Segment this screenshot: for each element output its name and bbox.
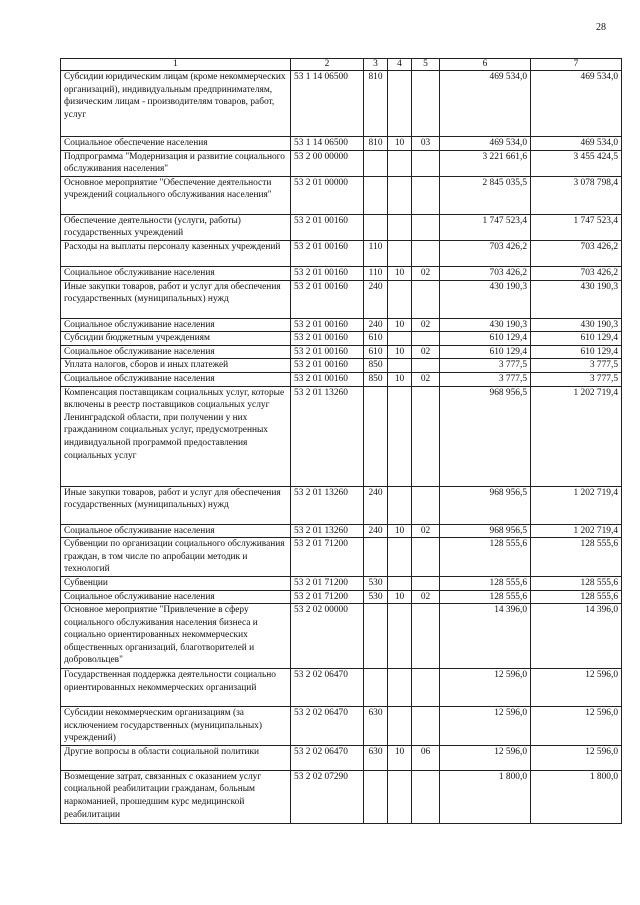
- cell-v7: 610 129,4: [531, 332, 622, 346]
- column-header: 4: [388, 59, 412, 71]
- cell-c5: [412, 332, 440, 346]
- cell-c3: [364, 604, 388, 669]
- table-row: [61, 707, 622, 746]
- table-row: [61, 386, 622, 486]
- cell-c5: [412, 770, 440, 823]
- cell-name: Возмещение затрат, связанных с оказанием услуг социальной реабилитации гражданам, больным наркоманией, прошедшим курс медицинской реабилитации: [61, 770, 291, 823]
- cell-c4: [388, 240, 412, 266]
- cell-c4: [388, 386, 412, 486]
- cell-c3: 810: [364, 71, 388, 137]
- cell-v6: 968 956,5: [440, 524, 531, 538]
- table-row: [61, 604, 622, 669]
- cell-code: 53 2 02 00000: [291, 604, 364, 669]
- cell-v6: 703 426,2: [440, 240, 531, 266]
- cell-v6: 12 596,0: [440, 745, 531, 770]
- cell-name: Социальное обслуживание населения: [61, 266, 291, 280]
- cell-c3: 240: [364, 280, 388, 318]
- cell-code: 53 2 01 13260: [291, 386, 364, 486]
- cell-c5: [412, 576, 440, 590]
- cell-code: 53 1 14 06500: [291, 71, 364, 137]
- cell-code: 53 2 02 06470: [291, 707, 364, 746]
- cell-code: 53 2 01 00160: [291, 345, 364, 359]
- cell-v6: 469 534,0: [440, 71, 531, 137]
- table-row: [61, 590, 622, 604]
- cell-c5: 02: [412, 266, 440, 280]
- cell-code: 53 2 01 13260: [291, 524, 364, 538]
- cell-c3: [364, 538, 388, 577]
- cell-code: 53 2 01 71200: [291, 538, 364, 577]
- table-row: [61, 318, 622, 332]
- cell-v7: 12 596,0: [531, 745, 622, 770]
- cell-v7: 1 202 719,4: [531, 386, 622, 486]
- cell-code: 53 2 01 00160: [291, 214, 364, 240]
- cell-v7: 610 129,4: [531, 345, 622, 359]
- budget-table: [60, 58, 622, 824]
- cell-v6: 968 956,5: [440, 486, 531, 524]
- cell-name: Подпрограмма "Модернизация и развитие социального обслуживания населения": [61, 150, 291, 176]
- cell-c3: [364, 386, 388, 486]
- cell-c4: 10: [388, 590, 412, 604]
- cell-c4: [388, 707, 412, 746]
- cell-name: Социальное обслуживание населения: [61, 590, 291, 604]
- cell-c3: 530: [364, 576, 388, 590]
- cell-c4: [388, 669, 412, 707]
- cell-v7: 14 396,0: [531, 604, 622, 669]
- cell-c3: 850: [364, 372, 388, 386]
- cell-v6: 128 555,6: [440, 538, 531, 577]
- cell-v6: 430 190,3: [440, 318, 531, 332]
- table-row: [61, 576, 622, 590]
- cell-c5: 02: [412, 372, 440, 386]
- cell-c5: 06: [412, 745, 440, 770]
- table-row: [61, 359, 622, 373]
- table-row: [61, 71, 622, 137]
- cell-v7: 3 777,5: [531, 359, 622, 373]
- cell-c3: [364, 214, 388, 240]
- cell-c5: 03: [412, 137, 440, 151]
- cell-code: 53 2 01 00000: [291, 176, 364, 214]
- cell-v6: 1 800,0: [440, 770, 531, 823]
- cell-c5: [412, 359, 440, 373]
- cell-code: 53 2 01 00160: [291, 240, 364, 266]
- cell-c4: [388, 214, 412, 240]
- cell-name: Уплата налогов, сборов и иных платежей: [61, 359, 291, 373]
- cell-code: 53 2 02 06470: [291, 745, 364, 770]
- cell-c3: 610: [364, 332, 388, 346]
- cell-v6: 430 190,3: [440, 280, 531, 318]
- cell-code: 53 2 01 00160: [291, 318, 364, 332]
- table-row: [61, 524, 622, 538]
- cell-c3: 110: [364, 240, 388, 266]
- cell-v7: 3 455 424,5: [531, 150, 622, 176]
- cell-c4: [388, 359, 412, 373]
- cell-name: Расходы на выплаты персоналу казенных учреждений: [61, 240, 291, 266]
- table-row: [61, 214, 622, 240]
- cell-name: Государственная поддержка деятельности социально ориентированных некоммерческих организаций: [61, 669, 291, 707]
- table-row: [61, 372, 622, 386]
- cell-code: 53 2 01 00160: [291, 266, 364, 280]
- cell-v7: 128 555,6: [531, 576, 622, 590]
- cell-code: 53 2 01 00160: [291, 280, 364, 318]
- cell-v7: 128 555,6: [531, 538, 622, 577]
- cell-v6: 2 845 035,5: [440, 176, 531, 214]
- cell-c5: [412, 240, 440, 266]
- column-header: 2: [291, 59, 364, 71]
- cell-v6: 469 534,0: [440, 137, 531, 151]
- table-row: [61, 770, 622, 823]
- cell-v7: 430 190,3: [531, 318, 622, 332]
- cell-v6: 12 596,0: [440, 669, 531, 707]
- table-row: [61, 240, 622, 266]
- cell-c5: [412, 150, 440, 176]
- cell-v6: 14 396,0: [440, 604, 531, 669]
- cell-c3: [364, 770, 388, 823]
- cell-v7: 703 426,2: [531, 240, 622, 266]
- cell-v6: 703 426,2: [440, 266, 531, 280]
- cell-c4: 10: [388, 266, 412, 280]
- cell-v6: 128 555,6: [440, 590, 531, 604]
- cell-c5: [412, 176, 440, 214]
- cell-v6: 3 777,5: [440, 372, 531, 386]
- table-row: [61, 137, 622, 151]
- cell-c4: [388, 538, 412, 577]
- cell-c4: [388, 576, 412, 590]
- cell-c3: [364, 176, 388, 214]
- cell-c4: 10: [388, 372, 412, 386]
- cell-v6: 1 747 523,4: [440, 214, 531, 240]
- table-body: [61, 71, 622, 824]
- cell-c4: [388, 280, 412, 318]
- cell-v7: 3 078 798,4: [531, 176, 622, 214]
- table-row: [61, 538, 622, 577]
- table-row: [61, 280, 622, 318]
- cell-c3: [364, 669, 388, 707]
- cell-c3: 630: [364, 745, 388, 770]
- cell-v7: 3 777,5: [531, 372, 622, 386]
- cell-name: Компенсация поставщикам социальных услуг, которые включены в реестр поставщиков социальных услуг Ленинградской области, при получении у них гражданином социальных услуг, предусмотренных индивидуальной программой предоставления социальных услуг: [61, 386, 291, 486]
- cell-code: 53 2 01 00160: [291, 332, 364, 346]
- cell-c5: [412, 707, 440, 746]
- cell-v7: 12 596,0: [531, 669, 622, 707]
- cell-name: Иные закупки товаров, работ и услуг для обеспечения государственных (муниципальных) нужд: [61, 280, 291, 318]
- table-row: [61, 150, 622, 176]
- cell-name: Субсидии некоммерческим организациям (за исключением государственных (муниципальных) учреждений): [61, 707, 291, 746]
- cell-c5: [412, 538, 440, 577]
- cell-c3: 240: [364, 486, 388, 524]
- table-row: [61, 745, 622, 770]
- table-row: [61, 486, 622, 524]
- cell-c4: [388, 486, 412, 524]
- cell-v7: 1 202 719,4: [531, 486, 622, 524]
- cell-c5: 02: [412, 345, 440, 359]
- cell-c5: [412, 669, 440, 707]
- cell-code: 53 2 01 71200: [291, 590, 364, 604]
- cell-c4: [388, 604, 412, 669]
- cell-c3: 810: [364, 137, 388, 151]
- table-row: [61, 332, 622, 346]
- cell-code: 53 2 01 71200: [291, 576, 364, 590]
- cell-c4: [388, 332, 412, 346]
- cell-code: 53 2 01 00160: [291, 359, 364, 373]
- cell-c4: [388, 176, 412, 214]
- column-header: 1: [61, 59, 291, 71]
- page-number: 28: [596, 22, 606, 33]
- cell-c4: [388, 150, 412, 176]
- cell-name: Другие вопросы в области социальной политики: [61, 745, 291, 770]
- column-header: 6: [440, 59, 531, 71]
- cell-c3: [364, 150, 388, 176]
- cell-name: Обеспечение деятельности (услуги, работы) государственных учреждений: [61, 214, 291, 240]
- cell-v7: 1 202 719,4: [531, 524, 622, 538]
- cell-c3: 630: [364, 707, 388, 746]
- cell-v7: 430 190,3: [531, 280, 622, 318]
- cell-v6: 3 221 661,6: [440, 150, 531, 176]
- column-header: 7: [531, 59, 622, 71]
- cell-name: Субвенции: [61, 576, 291, 590]
- table-row: [61, 345, 622, 359]
- cell-name: Социальное обслуживание населения: [61, 345, 291, 359]
- column-header: 5: [412, 59, 440, 71]
- cell-c5: [412, 604, 440, 669]
- table-row: [61, 266, 622, 280]
- cell-c4: 10: [388, 137, 412, 151]
- cell-name: Социальное обслуживание населения: [61, 372, 291, 386]
- cell-name: Основное мероприятие "Обеспечение деятельности учреждений социального обслуживания населения": [61, 176, 291, 214]
- cell-c4: [388, 770, 412, 823]
- cell-name: Субсидии юридическим лицам (кроме некоммерческих организаций), индивидуальным предпринимателям, физическим лицам - производителям товаров, работ, услуг: [61, 71, 291, 137]
- cell-c5: 02: [412, 590, 440, 604]
- cell-code: 53 2 02 07290: [291, 770, 364, 823]
- cell-v6: 968 956,5: [440, 386, 531, 486]
- cell-v7: 703 426,2: [531, 266, 622, 280]
- cell-name: Субвенции по организации социального обслуживания граждан, в том числе по апробации методик и технологий: [61, 538, 291, 577]
- cell-c4: [388, 71, 412, 137]
- cell-name: Социальное обслуживание населения: [61, 318, 291, 332]
- cell-v7: 1 747 523,4: [531, 214, 622, 240]
- cell-c3: 240: [364, 524, 388, 538]
- cell-c5: [412, 71, 440, 137]
- cell-c5: [412, 280, 440, 318]
- cell-code: 53 2 02 06470: [291, 669, 364, 707]
- table-row: [61, 669, 622, 707]
- cell-v6: 610 129,4: [440, 345, 531, 359]
- table-row: [61, 176, 622, 214]
- cell-c4: 10: [388, 318, 412, 332]
- cell-code: 53 2 00 00000: [291, 150, 364, 176]
- cell-c3: 110: [364, 266, 388, 280]
- cell-c4: 10: [388, 345, 412, 359]
- cell-code: 53 2 01 13260: [291, 486, 364, 524]
- cell-c5: [412, 486, 440, 524]
- cell-c3: 530: [364, 590, 388, 604]
- cell-c5: 02: [412, 524, 440, 538]
- cell-v6: 3 777,5: [440, 359, 531, 373]
- cell-c4: 10: [388, 524, 412, 538]
- cell-v7: 128 555,6: [531, 590, 622, 604]
- cell-code: 53 1 14 06500: [291, 137, 364, 151]
- cell-c5: [412, 214, 440, 240]
- cell-c5: [412, 386, 440, 486]
- cell-v7: 469 534,0: [531, 137, 622, 151]
- cell-c3: 610: [364, 345, 388, 359]
- cell-c3: 850: [364, 359, 388, 373]
- cell-code: 53 2 01 00160: [291, 372, 364, 386]
- cell-name: Основное мероприятие "Привлечение в сферу социального обслуживания населения бизнеса и социально ориентированных некоммерческих общественных организаций, благотворителей и добровольцев": [61, 604, 291, 669]
- cell-v6: 128 555,6: [440, 576, 531, 590]
- cell-v7: 1 800,0: [531, 770, 622, 823]
- header-row: [61, 59, 622, 71]
- column-header: 3: [364, 59, 388, 71]
- cell-v6: 610 129,4: [440, 332, 531, 346]
- cell-c4: 10: [388, 745, 412, 770]
- cell-name: Иные закупки товаров, работ и услуг для обеспечения государственных (муниципальных) нужд: [61, 486, 291, 524]
- cell-name: Социальное обслуживание населения: [61, 524, 291, 538]
- cell-name: Социальное обеспечение населения: [61, 137, 291, 151]
- cell-v6: 12 596,0: [440, 707, 531, 746]
- cell-v7: 469 534,0: [531, 71, 622, 137]
- cell-name: Субсидии бюджетным учреждениям: [61, 332, 291, 346]
- cell-v7: 12 596,0: [531, 707, 622, 746]
- cell-c3: 240: [364, 318, 388, 332]
- cell-c5: 02: [412, 318, 440, 332]
